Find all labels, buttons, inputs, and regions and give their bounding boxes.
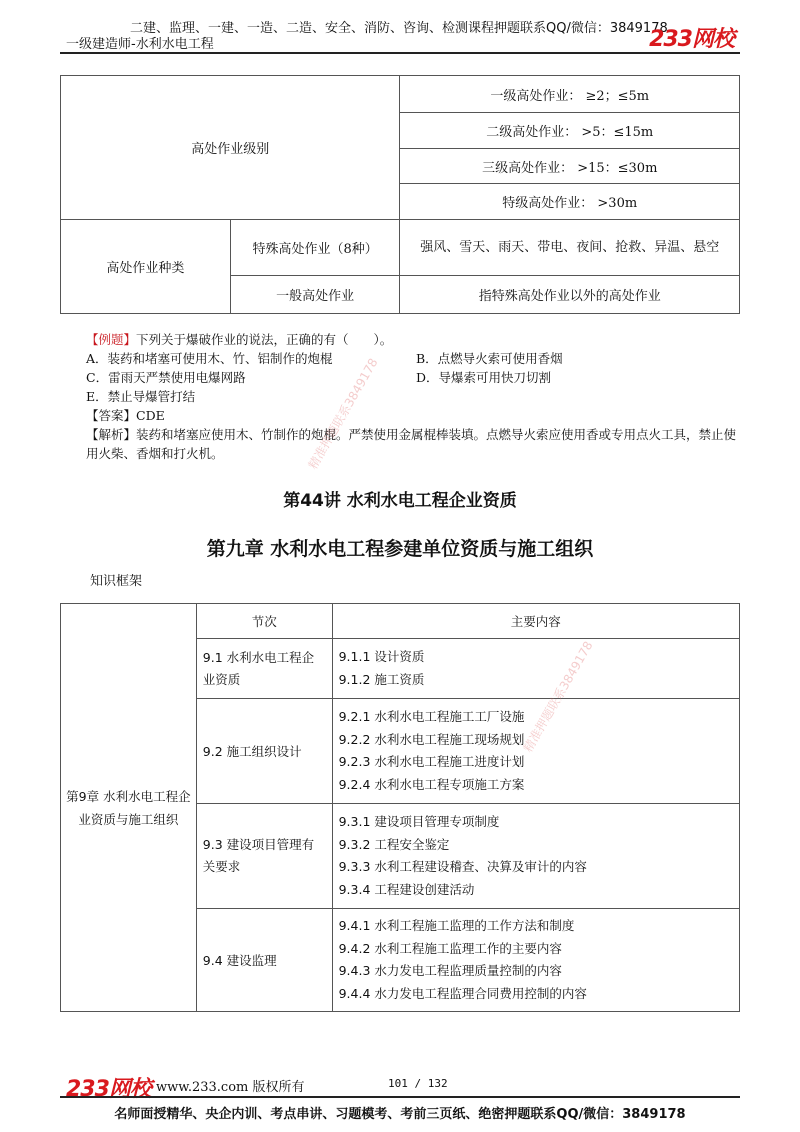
- content-item: 9.2.2 水利水电工程施工现场规划: [338, 731, 525, 747]
- height-work-table: [60, 75, 740, 314]
- section-name: 9.1 水利水电工程企业资质: [196, 639, 332, 699]
- example-tag: 【例题】: [86, 332, 137, 347]
- knowledge-label: 知识框架: [90, 574, 143, 589]
- content-item: 9.1.1 设计资质: [338, 649, 425, 664]
- content-item: 9.4.3 水力发电工程监理质量控制的内容: [338, 963, 562, 978]
- content-item: 9.2.1 水利水电工程施工工厂设施: [338, 709, 525, 724]
- footer-site: www.233.com 版权所有: [156, 1080, 305, 1095]
- option-a: A．装药和堵塞可使用木、竹、铝制作的炮棍: [86, 351, 333, 366]
- content-item: 9.2.3 水利水电工程施工进度计划: [338, 754, 525, 769]
- special-desc: 强风、雪天、雨天、带电、夜间、抢救、异温、悬空: [400, 220, 740, 276]
- analysis: 【解析】装药和堵塞应使用木、竹制作的炮棍。严禁使用金属棍棒装填。点燃导火索应使用香或专用点火工具，禁止使用火柴、香烟和打火机。: [86, 427, 737, 461]
- option-d: D．导爆索可用快刀切割: [416, 370, 552, 385]
- section-name: 9.3 建设项目管理有关要求: [196, 804, 332, 909]
- section-name: 9.4 建设监理: [196, 909, 332, 1012]
- example-question: [86, 330, 746, 463]
- footer-divider: [60, 1096, 740, 1098]
- height-type-label: 高处作业种类: [61, 220, 231, 314]
- header-divider: [60, 52, 740, 54]
- level-cell: 二级高处作业： >5：≤15m: [400, 113, 740, 149]
- section-header: 节次: [196, 604, 332, 639]
- content-item: 9.3.2 工程安全鉴定: [338, 836, 450, 852]
- question-text: 下列关于爆破作业的说法，正确的有（ ）。: [136, 332, 393, 347]
- brand-logo: 233网校: [649, 27, 734, 52]
- chapter-title: 第九章 水利水电工程参建单位资质与施工组织: [206, 538, 594, 560]
- content-item: 9.1.2 施工资质: [338, 671, 425, 687]
- footer-logo: 233网校: [66, 1077, 151, 1102]
- content-header: 主要内容: [332, 604, 739, 639]
- content-item: 9.3.4 工程建设创建活动: [338, 881, 475, 897]
- level-cell: 三级高处作业： >15：≤30m: [400, 149, 740, 184]
- general-type: 一般高处作业: [230, 276, 400, 314]
- content-item: 9.4.4 水力发电工程监理合同费用控制的内容: [338, 985, 587, 1001]
- level-cell: 特级高处作业： >30m: [400, 184, 740, 220]
- option-e: E．禁止导爆管打结: [86, 389, 196, 404]
- header-subject: 一级建造师-水利水电工程: [66, 37, 214, 52]
- option-c: C．雷雨天严禁使用电爆网路: [86, 370, 246, 385]
- header-promo-text: 二建、监理、一建、一造、二造、安全、消防、咨询、检测课程押题联系QQ/微信：3849178: [130, 21, 668, 36]
- level-cell: 一级高处作业： ≥2；≤5m: [400, 76, 740, 113]
- page-number: 101 / 132: [388, 1077, 448, 1090]
- special-type: 特殊高处作业（8种）: [230, 220, 400, 276]
- answer: 【答案】CDE: [86, 408, 165, 423]
- height-level-label: 高处作业级别: [61, 76, 400, 220]
- content-item: 9.4.1 水利工程施工监理的工作方法和制度: [338, 918, 575, 933]
- knowledge-table: [60, 603, 740, 1012]
- watermark: 精准押题联系3849178: [305, 355, 381, 472]
- chapter-cell: 第9章 水利水电工程企业资质与施工组织: [61, 604, 197, 1012]
- section-name: 9.2 施工组织设计: [196, 699, 332, 804]
- content-item: 9.3.1 建设项目管理专项制度: [338, 814, 500, 829]
- content-item: 9.2.4 水利水电工程专项施工方案: [338, 776, 525, 792]
- content-item: 9.3.3 水利工程建设稽查、决算及审计的内容: [338, 859, 587, 874]
- footer-promo-text: 名师面授精华、央企内训、考点串讲、习题模考、考前三页纸、绝密押题联系QQ/微信：3849178: [114, 1107, 686, 1122]
- watermark: 精准押题联系3849178: [520, 638, 596, 755]
- lecture-title: 第44讲 水利水电工程企业资质: [283, 491, 517, 511]
- general-desc: 指特殊高处作业以外的高处作业: [400, 276, 740, 314]
- option-b: B．点燃导火索可使用香烟: [416, 351, 563, 366]
- content-item: 9.4.2 水利工程施工监理工作的主要内容: [338, 940, 562, 956]
